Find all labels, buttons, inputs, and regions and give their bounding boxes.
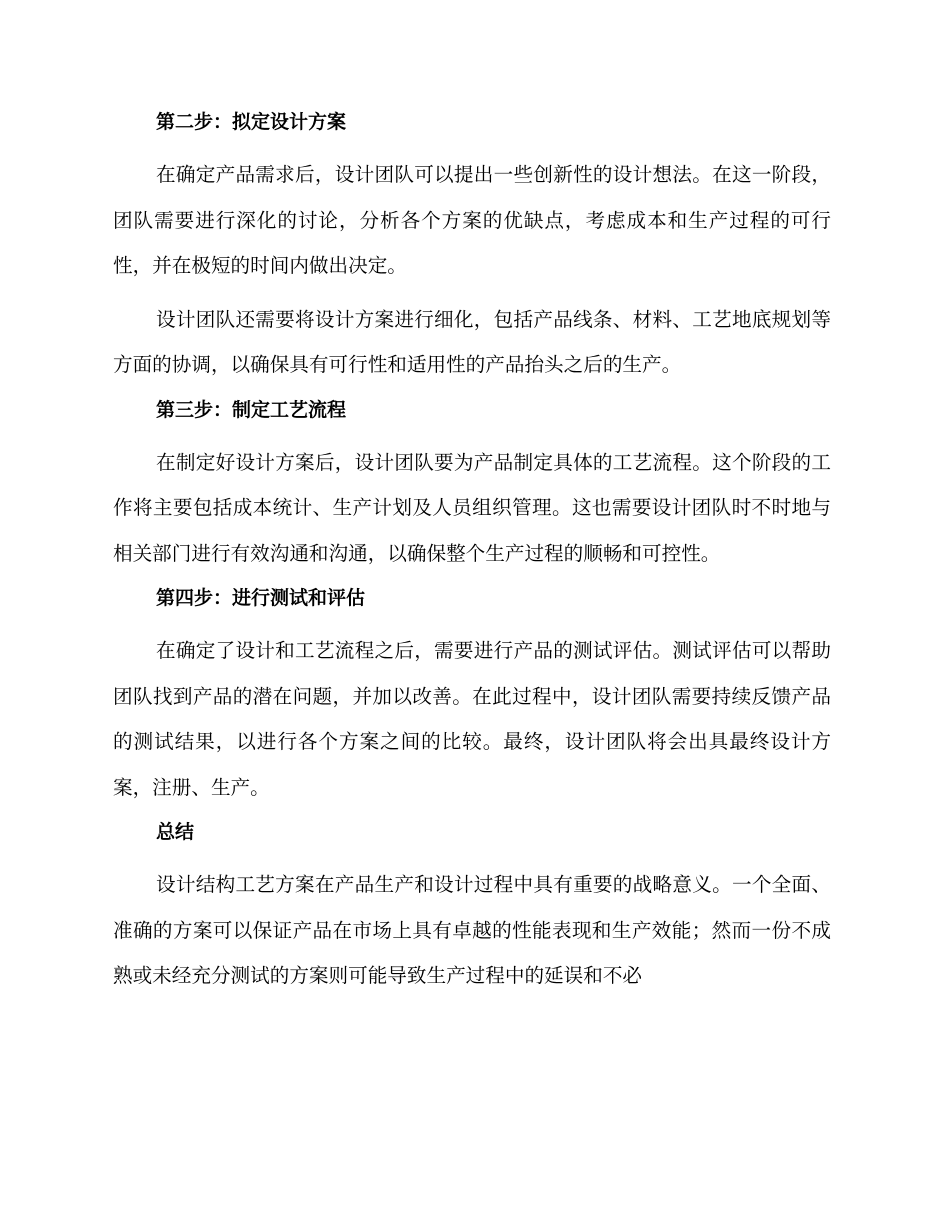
document-body xyxy=(113,108,831,999)
paragraph: 设计团队还需要将设计方案进行细化，包括产品线条、材料、工艺地底规划等方面的协调，以确保具有可行性和适用性的产品抬头之后的生产。 xyxy=(113,307,831,376)
section-heading-summary: 总结 xyxy=(156,821,195,843)
section-heading-step-2: 第二步：拟定设计方案 xyxy=(156,111,347,133)
paragraph: 在制定好设计方案后，设计团队要为产品制定具体的工艺流程。这个阶段的工作将主要包括成本统计、生产计划及人员组织管理。这也需要设计团队时不时地与相关部门进行有效沟通和沟通，以确保整个生产过程的顺畅和可控性。 xyxy=(113,450,831,565)
paragraph: 在确定产品需求后，设计团队可以提出一些创新性的设计想法。在这一阶段，团队需要进行深化的讨论，分析各个方案的优缺点，考虑成本和生产过程的可行性，并在极短的时间内做出决定。 xyxy=(113,163,831,277)
paragraph: 设计结构工艺方案在产品生产和设计过程中具有重要的战略意义。一个全面、准确的方案可以保证产品在市场上具有卓越的性能表现和生产效能；然而一份不成熟或未经充分测试的方案则可能导致生产过程中的延误和不必 xyxy=(113,873,831,987)
section-heading-step-3: 第三步：制定工艺流程 xyxy=(156,398,347,421)
paragraph: 在确定了设计和工艺流程之后，需要进行产品的测试评估。测试评估可以帮助团队找到产品的潜在问题，并加以改善。在此过程中，设计团队需要持续反馈产品的测试结果，以进行各个方案之间的比较。最终，设计团队将会出具最终设计方案，注册、生产。 xyxy=(113,639,831,799)
section-heading-step-4: 第四步：进行测试和评估 xyxy=(156,587,366,609)
